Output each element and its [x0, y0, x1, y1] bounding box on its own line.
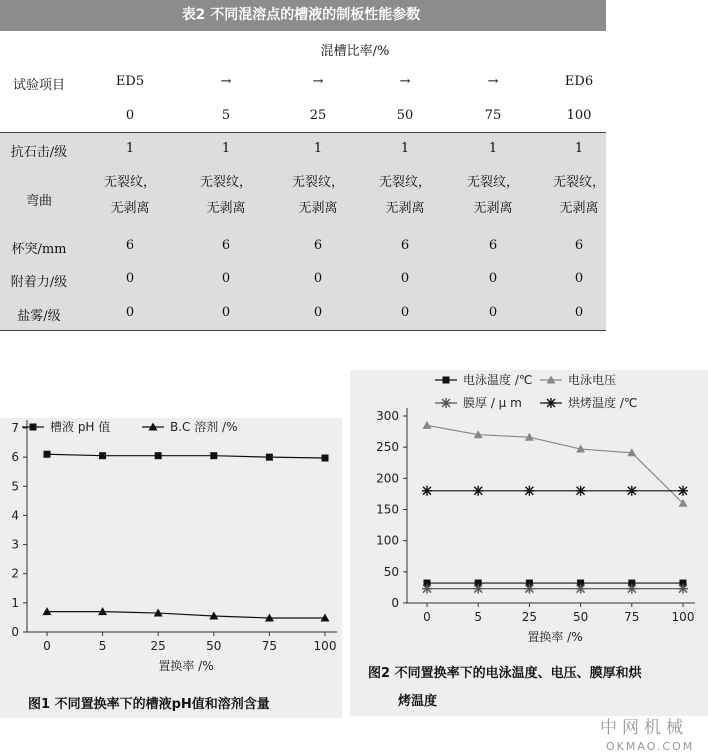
data-point — [322, 455, 329, 462]
table-cell: 1 — [313, 141, 323, 156]
table-cell: 0 — [400, 305, 410, 320]
table-row-label: 弯曲 — [25, 194, 52, 209]
x-tick-label: 5 — [98, 639, 107, 653]
figure-2-caption — [368, 660, 698, 716]
y-tick-label: 7 — [11, 421, 19, 435]
x-tick-label: 75 — [261, 639, 278, 653]
data-point — [99, 452, 106, 459]
table-cell: 1 — [125, 141, 135, 156]
x-tick-label: 100 — [313, 639, 337, 653]
x-axis-label: 置换率 /% — [158, 659, 214, 673]
table-cell: 0 — [488, 305, 498, 320]
data-point — [422, 584, 432, 594]
x-tick-label: 25 — [521, 610, 538, 624]
y-tick-label: 0 — [11, 625, 19, 639]
table-cell: 0 — [221, 271, 231, 286]
table-header-cell: 75 — [484, 108, 502, 123]
data-point — [546, 398, 556, 408]
table-row-label: 附着力/级 — [10, 275, 68, 290]
table-header-cell: 5 — [221, 108, 231, 123]
table-cell: 1 — [488, 141, 498, 156]
data-point — [441, 398, 451, 408]
table-cell: 6 — [400, 238, 410, 253]
series-line — [427, 425, 683, 503]
table-cell: 6 — [574, 238, 584, 253]
x-tick-label: 50 — [572, 610, 589, 624]
x-tick-label: 75 — [624, 610, 640, 624]
legend-label: 电泳电压 — [568, 373, 617, 387]
y-tick-label: 150 — [376, 502, 399, 517]
data-point — [155, 452, 162, 459]
data-point — [524, 486, 534, 496]
table-cell: 0 — [488, 271, 498, 286]
table-cell: 0 — [313, 305, 323, 320]
table-cell: 6 — [488, 238, 498, 253]
figure-1-panel — [0, 418, 342, 718]
watermark-cn: 中网机械 — [600, 718, 688, 738]
table-title: 表2 不同混溶点的槽液的制板性能参数 — [0, 0, 606, 31]
y-tick-label: 0 — [391, 596, 399, 610]
data-point — [210, 452, 217, 459]
data-point — [44, 451, 51, 458]
data-point — [266, 454, 273, 461]
y-tick-label: 6 — [11, 450, 19, 465]
table-cell: 6 — [125, 238, 135, 253]
data-point — [627, 486, 637, 496]
table-header-cell: 50 — [396, 108, 414, 123]
y-tick-label: 50 — [383, 564, 399, 579]
series-line — [47, 454, 325, 458]
data-point — [576, 486, 586, 496]
figure-2-caption-line1: 图2 不同置换率下的电泳温度、电压、膜厚和烘 — [368, 666, 642, 681]
table-cell: 0 — [400, 271, 410, 286]
table-row-label: 盐雾/级 — [17, 309, 61, 324]
x-tick-label: 0 — [423, 610, 431, 624]
y-tick-label: 5 — [11, 479, 19, 494]
table-header-cell: → — [312, 74, 324, 89]
x-tick-label: 25 — [150, 639, 166, 653]
table-header-cell: ED6 — [564, 74, 594, 89]
table-header-cell: → — [220, 74, 232, 89]
data-point — [473, 486, 483, 496]
legend-label: 槽液 pH 值 — [50, 420, 111, 434]
figure-2-caption-line2: 烤温度 — [398, 694, 438, 709]
table-cell: 1 — [574, 141, 584, 156]
x-tick-label: 5 — [474, 610, 483, 624]
data-point — [678, 584, 688, 594]
table-header-cell: 25 — [309, 108, 327, 123]
y-tick-label: 100 — [376, 533, 399, 548]
data-point — [576, 584, 586, 594]
figure-1-caption: 图1 不同置换率下的槽液pH值和溶剂含量 — [28, 697, 270, 712]
table-cell: 6 — [313, 238, 323, 253]
performance-table — [0, 0, 606, 331]
figure-1-chart — [0, 418, 342, 718]
table-row-label: 抗石击/级 — [10, 145, 68, 160]
table-cell: 0 — [125, 305, 135, 320]
table-cell: 无裂纹，无剥离 — [291, 175, 344, 216]
y-tick-label: 200 — [376, 471, 399, 486]
table-header-cell: → — [487, 74, 499, 89]
x-tick-label: 0 — [43, 639, 51, 653]
table-cell: 1 — [221, 141, 231, 156]
legend-label: 烘烤温度 /℃ — [568, 396, 638, 410]
x-axis-label: 置换率 /% — [527, 630, 583, 644]
watermark-en: OKMAO.COM — [606, 740, 695, 753]
series-line — [47, 612, 325, 618]
table-cell: 0 — [313, 271, 323, 286]
y-tick-label: 3 — [11, 537, 19, 552]
table-row-label: 杯突/mm — [11, 242, 67, 257]
data-point — [423, 421, 432, 429]
data-point — [524, 584, 534, 594]
table-cell: 0 — [125, 271, 135, 286]
table-cell: 0 — [221, 305, 231, 320]
table-header-label: 试验项目 — [12, 78, 65, 93]
table-cell: 1 — [400, 141, 410, 156]
data-point — [30, 424, 37, 431]
x-tick-label: 100 — [671, 610, 695, 624]
data-point — [443, 377, 450, 384]
legend-label: 膜厚 / μ m — [463, 396, 522, 410]
legend-label: 电泳温度 /℃ — [463, 373, 533, 387]
y-tick-label: 300 — [376, 409, 399, 423]
table-header-cell: 100 — [566, 108, 592, 123]
legend-label: B.C 溶剂 /% — [170, 420, 238, 434]
table-header-cell: 0 — [125, 108, 135, 123]
y-tick-label: 250 — [376, 440, 399, 455]
y-tick-label: 4 — [11, 508, 19, 523]
x-tick-label: 50 — [206, 639, 222, 653]
table-cell: 6 — [221, 238, 231, 253]
y-tick-label: 1 — [11, 595, 19, 610]
table-cell: 无裂纹，无剥离 — [552, 175, 605, 216]
table-cell: 无裂纹，无剥离 — [199, 175, 252, 216]
data-point — [422, 486, 432, 496]
table-cell: 无裂纹，无剥离 — [103, 175, 156, 216]
table-cell: 0 — [574, 271, 584, 286]
table-cell: 无裂纹，无剥离 — [378, 175, 431, 216]
y-tick-label: 2 — [11, 566, 19, 581]
table-header-cell: ED5 — [115, 74, 145, 89]
table-group-header: 混槽比率/% — [320, 44, 390, 59]
data-point — [678, 486, 688, 496]
data-point — [473, 584, 483, 594]
table-cell: 0 — [574, 305, 584, 320]
table-header-cell: → — [399, 74, 411, 89]
data-point — [627, 584, 637, 594]
table-cell: 无裂纹，无剥离 — [466, 175, 519, 216]
